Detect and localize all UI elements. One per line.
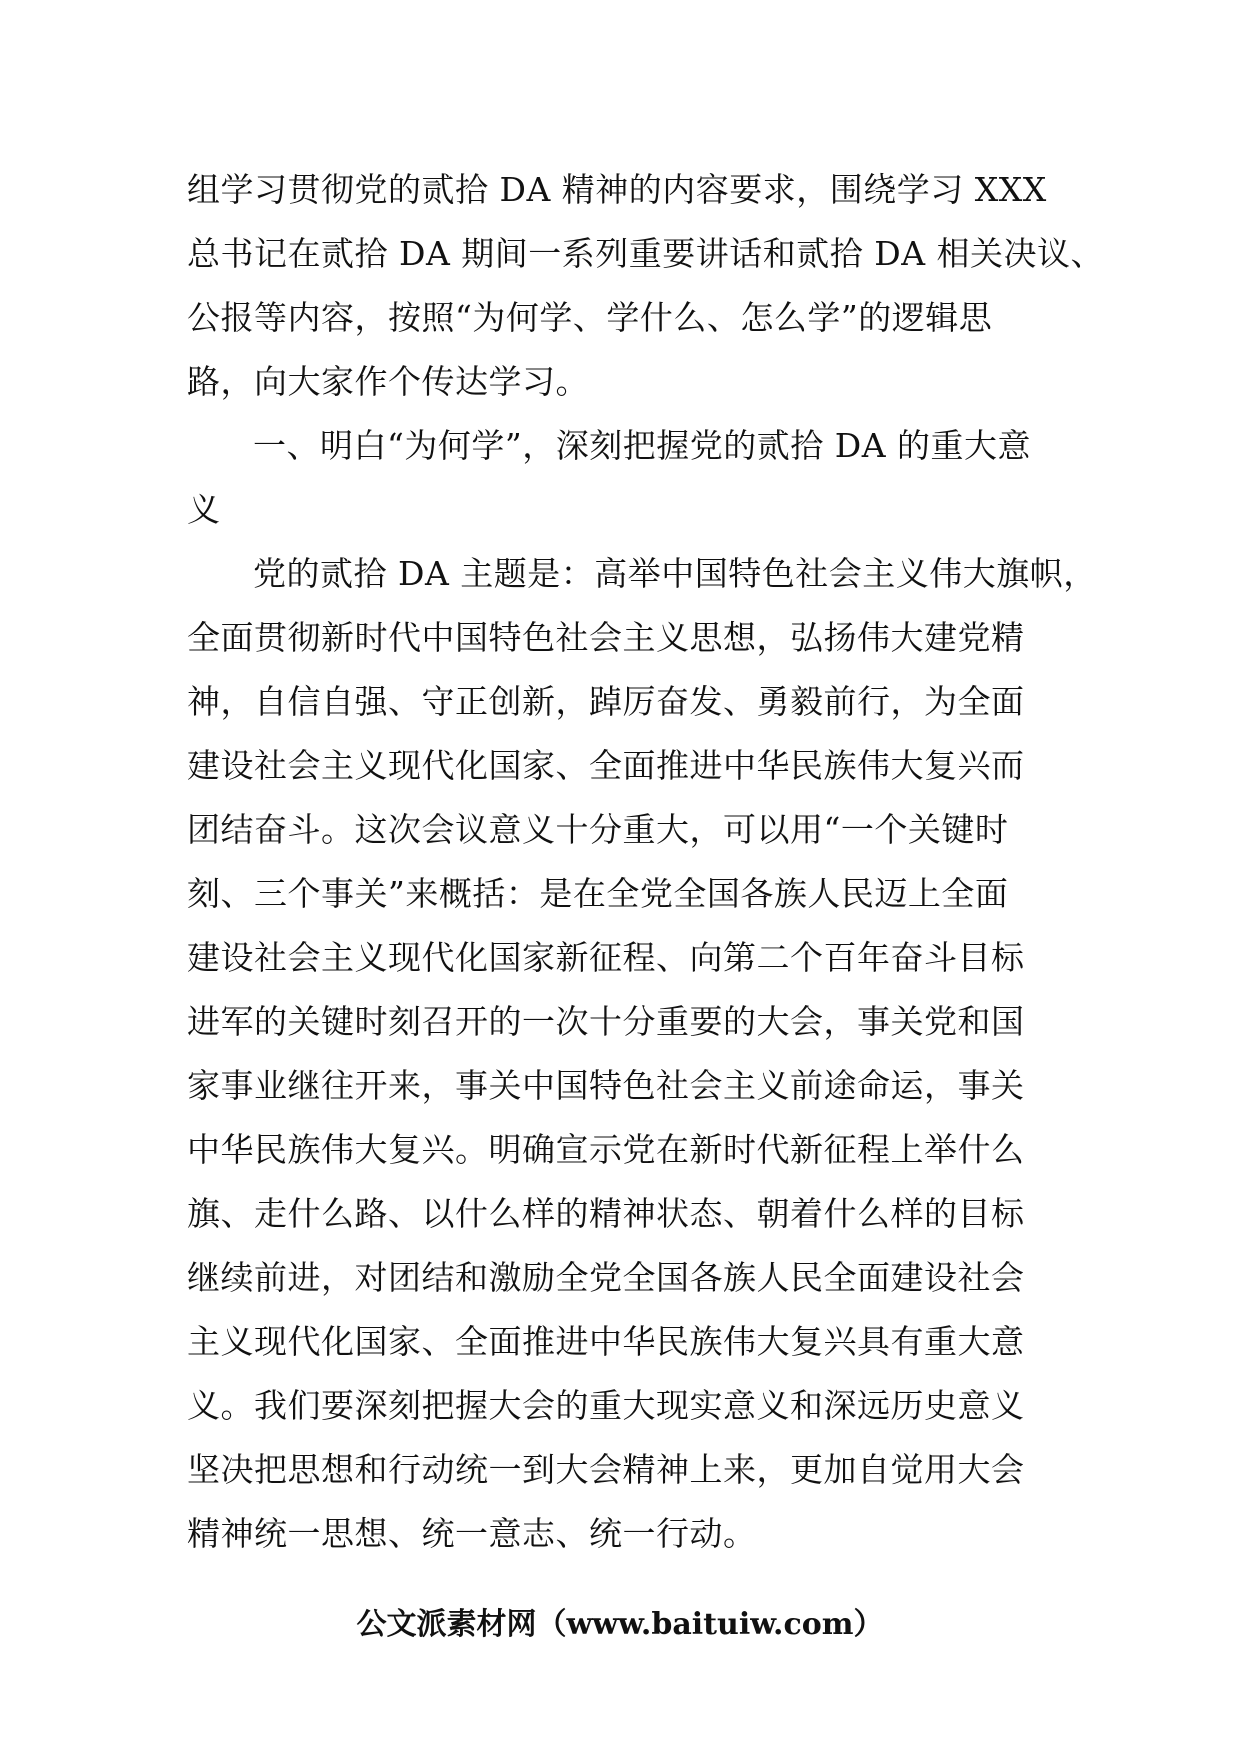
body-text-line: 总书记在贰拾 DA 期间一系列重要讲话和贰拾 DA 相关决议、: [187, 234, 1105, 273]
body-text-line: 神，自信自强、守正创新，踔厉奋发、勇毅前行，为全面: [187, 682, 1025, 721]
body-text-line: 组学习贯彻党的贰拾 DA 精神的内容要求，围绕学习 XXX: [187, 170, 1047, 209]
body-text-line: 公报等内容，按照“为何学、学什么、怎么学”的逻辑思: [187, 298, 993, 337]
section-heading-line: 义: [187, 490, 221, 529]
page-footer: 公文派素材网（www.baituiw.com）: [356, 1607, 884, 1642]
body-text-line: 主义现代化国家、全面推进中华民族伟大复兴具有重大意: [187, 1322, 1025, 1361]
body-text-line: 继续前进，对团结和激励全党全国各族人民全面建设社会: [187, 1258, 1025, 1297]
section-heading-line: 一、明白“为何学”，深刻把握党的贰拾 DA 的重大意: [253, 426, 1032, 465]
body-text-line: 刻、三个事关”来概括：是在全党全国各族人民迈上全面: [187, 874, 1009, 913]
body-text-line: 全面贯彻新时代中国特色社会主义思想，弘扬伟大建党精: [187, 618, 1025, 657]
body-text-line: 团结奋斗。这次会议意义十分重大，可以用“一个关键时: [187, 810, 1009, 849]
body-text-line: 党的贰拾 DA 主题是：高举中国特色社会主义伟大旗帜，: [253, 554, 1097, 593]
body-text-line: 旗、走什么路、以什么样的精神状态、朝着什么样的目标: [187, 1194, 1025, 1233]
body-text-line: 中华民族伟大复兴。明确宣示党在新时代新征程上举什么: [187, 1130, 1025, 1169]
body-text-line: 精神统一思想、统一意志、统一行动。: [187, 1514, 757, 1553]
body-text-line: 进军的关键时刻召开的一次十分重要的大会，事关党和国: [187, 1002, 1025, 1041]
body-text-line: 家事业继往开来，事关中国特色社会主义前途命运，事关: [187, 1066, 1025, 1105]
body-text-line: 路，向大家作个传达学习。: [187, 362, 589, 401]
body-text-line: 建设社会主义现代化国家新征程、向第二个百年奋斗目标: [187, 938, 1025, 977]
body-text-line: 义。我们要深刻把握大会的重大现实意义和深远历史意义: [187, 1386, 1025, 1425]
body-text-line: 建设社会主义现代化国家、全面推进中华民族伟大复兴而: [187, 746, 1025, 785]
body-text-line: 坚决把思想和行动统一到大会精神上来，更加自觉用大会: [187, 1450, 1025, 1489]
